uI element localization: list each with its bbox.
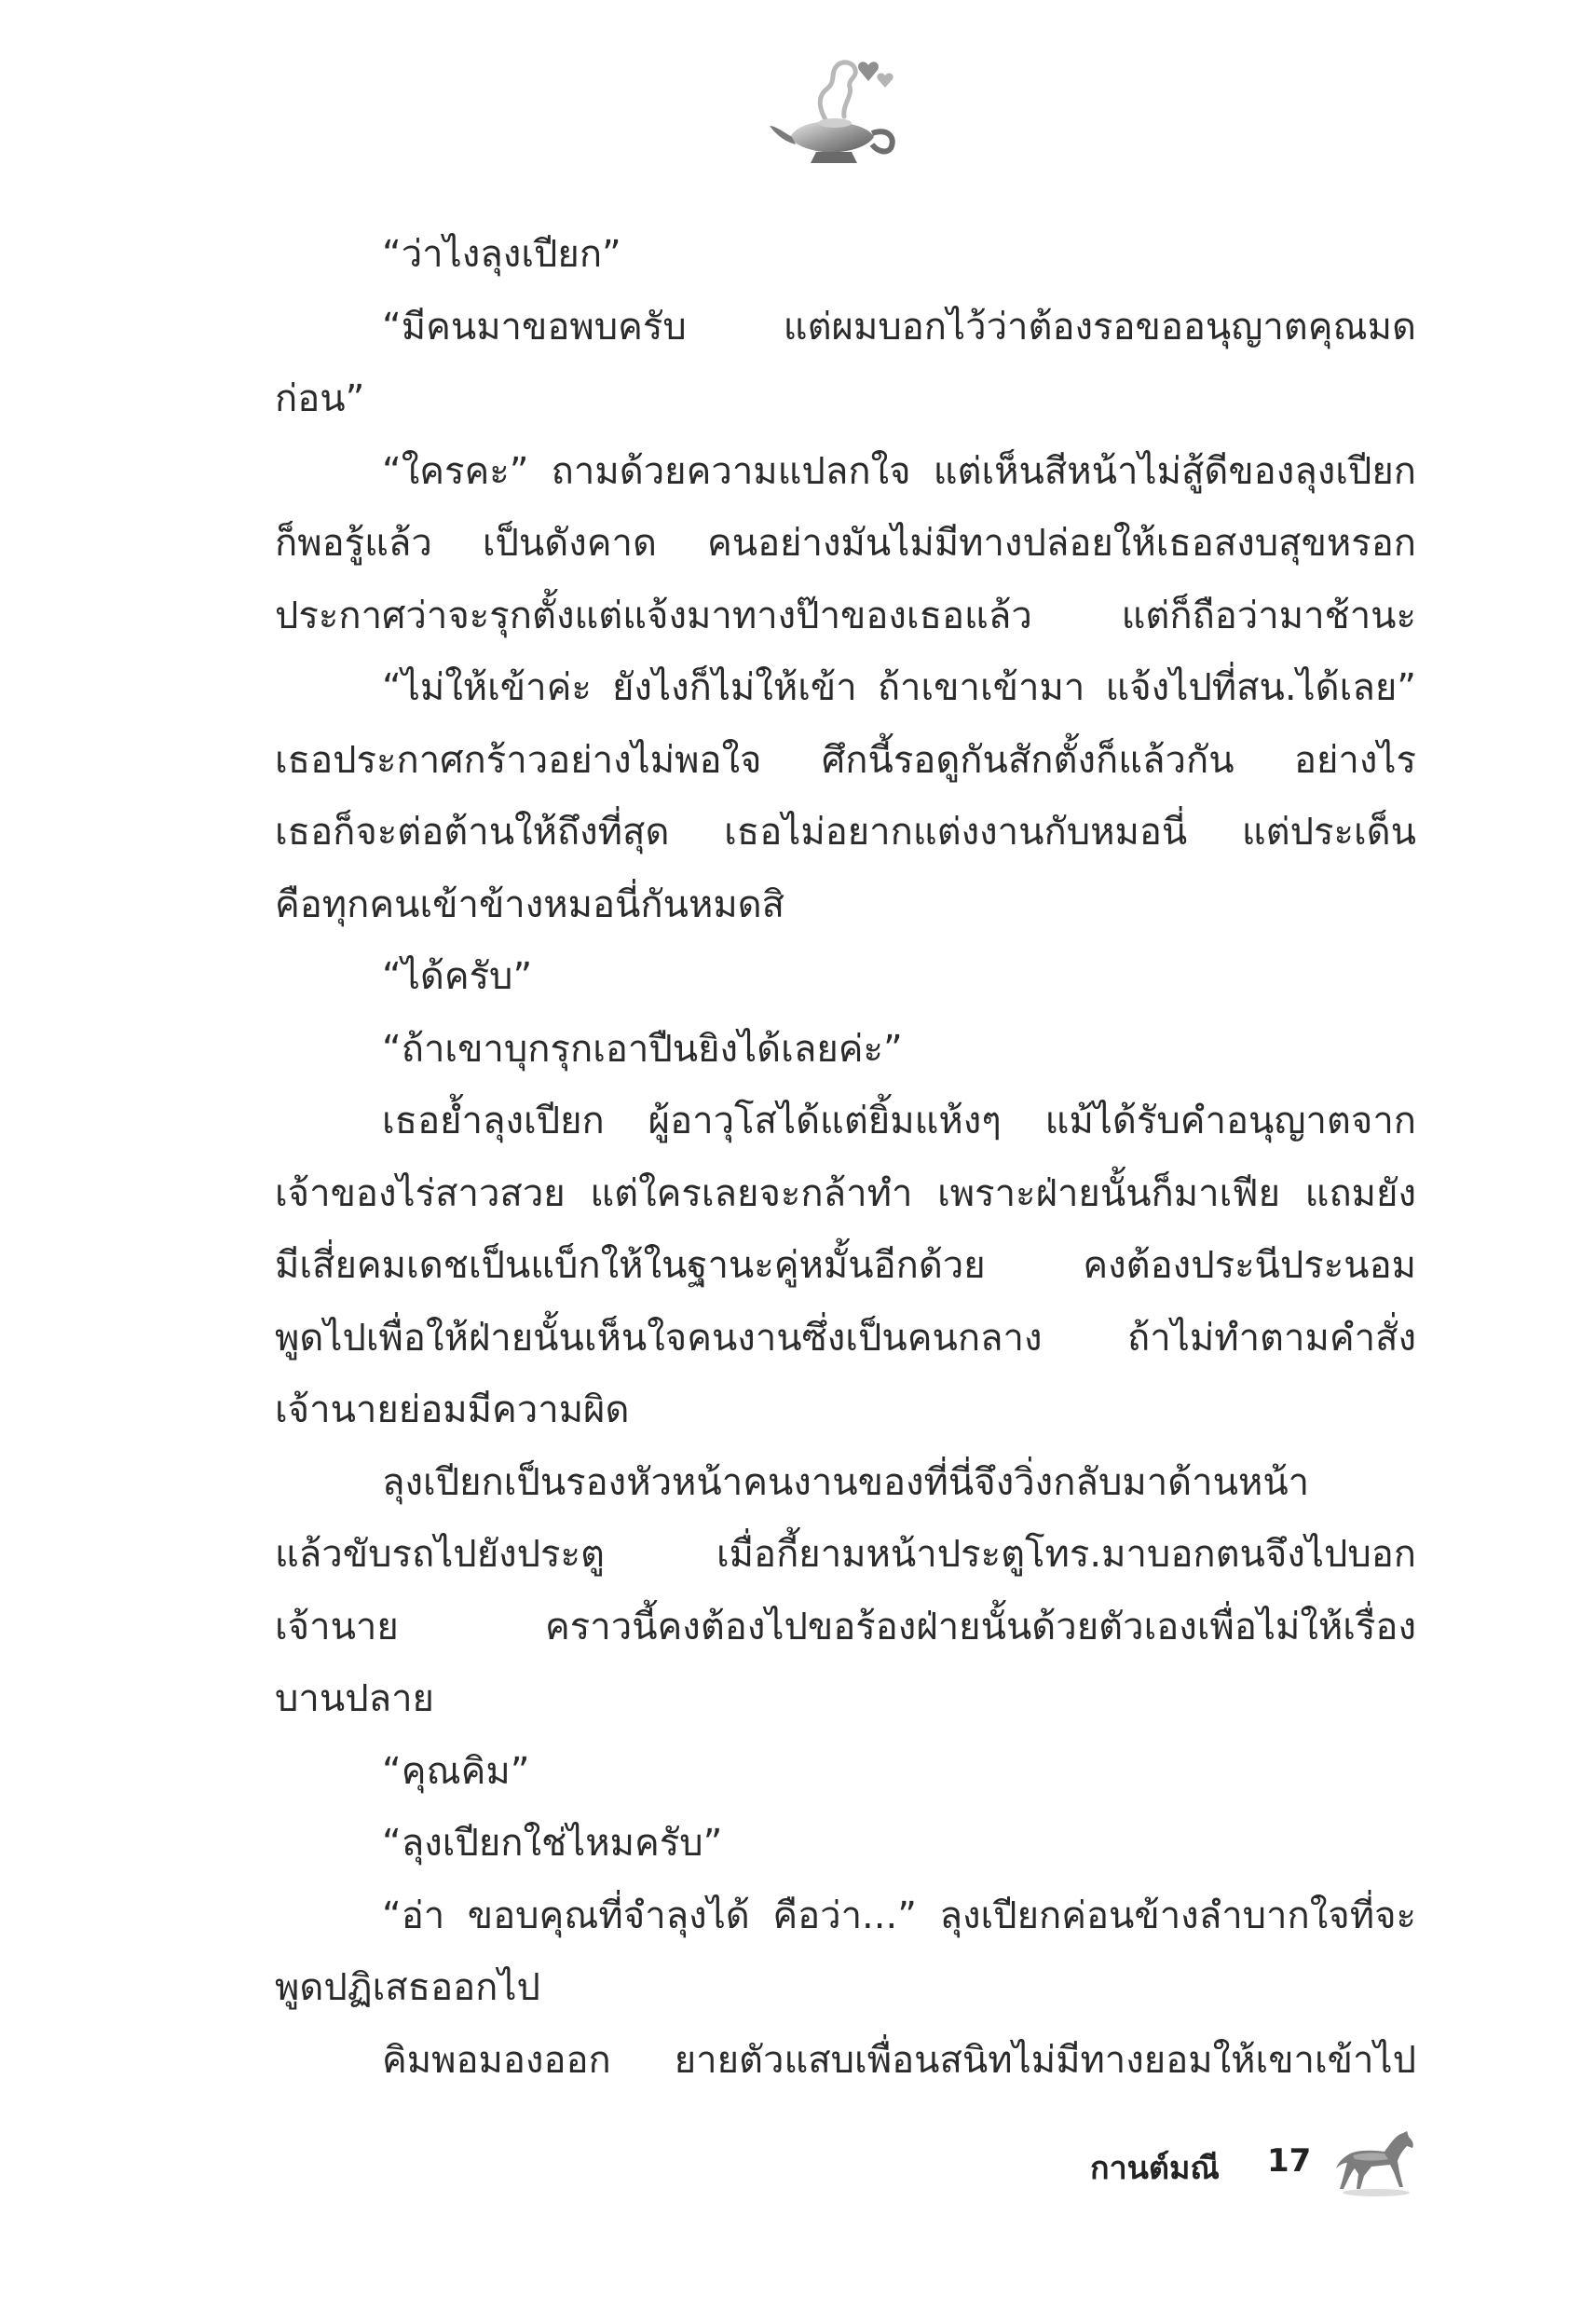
book-title: กานต์มณี [1090,2150,1220,2187]
text-line: ลุงเปียกเป็นรองหัวหน้าคนงานของที่นี่จึงวิ่งกลับมาด้านหน้า [382,1460,1310,1504]
body-text [275,219,1416,2097]
text-line: “ลุงเปียกใช่ไหมครับ” [382,1822,723,1865]
text-line: บานปลาย [275,1677,434,1720]
text-line: “ว่าไงลุงเปียก” [382,233,621,276]
text-line: เจ้าของไร่สาวสวย แต่ใครเลยจะกล้าทำ เพราะฝ่ายนั้นก็มาเฟีย แถมยัง [275,1171,1416,1215]
text-line: “คุณคิม” [382,1749,530,1793]
text-line: เจ้านายย่อมมีความผิด [275,1388,630,1431]
text-line: มีเสี่ยคมเดชเป็นแบ็กให้ในฐานะคู่หมั้นอีกด้วย คงต้องประนีประนอม [275,1244,1416,1287]
text-line: “ใครคะ” ถามด้วยความแปลกใจ แต่เห็นสีหน้าไม่สู้ดีของลุงเปียก [382,449,1416,493]
text-line: ก็พอรู้แล้ว เป็นดังคาด คนอย่างมันไม่มีทางปล่อยให้เธอสงบสุขหรอก [275,522,1416,565]
text-line: ประกาศว่าจะรุกตั้งแต่แจ้งมาทางป๊าของเธอแล้ว แต่ก็ถือว่ามาช้านะ [275,594,1416,637]
text-line: เธอประกาศกร้าวอย่างไม่พอใจ ศึกนี้รอดูกันสักตั้งก็แล้วกัน อย่างไร [275,738,1416,782]
text-line: ก่อน” [275,377,365,420]
page-footer [1090,2127,1425,2202]
text-line: เธอย้ำลุงเปียก ผู้อาวุโสได้แต่ยิ้มแห้งๆ แม้ได้รับคำอนุญาตจาก [382,1100,1416,1142]
text-line: “ถ้าเขาบุกรุกเอาปืนยิงได้เลยค่ะ” [382,1027,903,1071]
text-line: “ได้ครับ” [382,955,533,998]
text-line: “มีคนมาขอพบครับ แต่ผมบอกไว้ว่าต้องรอขออนุญาตคุณมด [382,305,1416,349]
text-line: “ไม่ให้เข้าค่ะ ยังไงก็ไม่ให้เข้า ถ้าเขาเข้ามา แจ้งไปที่สน.ได้เลย” [382,666,1416,709]
text-line: คือทุกคนเข้าข้างหมอนี่กันหมดสิ [275,882,785,926]
text-line: แล้วขับรถไปยังประตู เมื่อกี้ยามหน้าประตูโทร.มาบอกตนจึงไปบอก [275,1533,1416,1576]
text-line: เธอก็จะต่อต้านให้ถึงที่สุด เธอไม่อยากแต่งงานกับหมอนี่ แต่ประเด็น [275,811,1416,854]
text-line: “อ่า ขอบคุณที่จำลุงได้ คือว่า...” ลุงเปียกค่อนข้างลำบากใจที่จะ [382,1894,1416,1937]
page-number: 17 [1267,2142,1312,2180]
genie-lamp-ornament-icon [764,51,913,172]
text-line: พูดปฏิเสธออกไป [275,1966,540,2009]
horse-icon [1334,2127,1418,2198]
text-line: เจ้านาย คราวนี้คงต้องไปขอร้องฝ่ายนั้นด้วยตัวเองเพื่อไม่ให้เรื่อง [275,1605,1416,1648]
text-line: พูดไปเพื่อให้ฝ่ายนั้นเห็นใจคนงานซึ่งเป็นคนกลาง ถ้าไม่ทำตามคำสั่ง [275,1316,1416,1360]
text-line: คิมพอมองออก ยายตัวแสบเพื่อนสนิทไม่มีทางยอมให้เขาเข้าไป [382,2038,1416,2082]
